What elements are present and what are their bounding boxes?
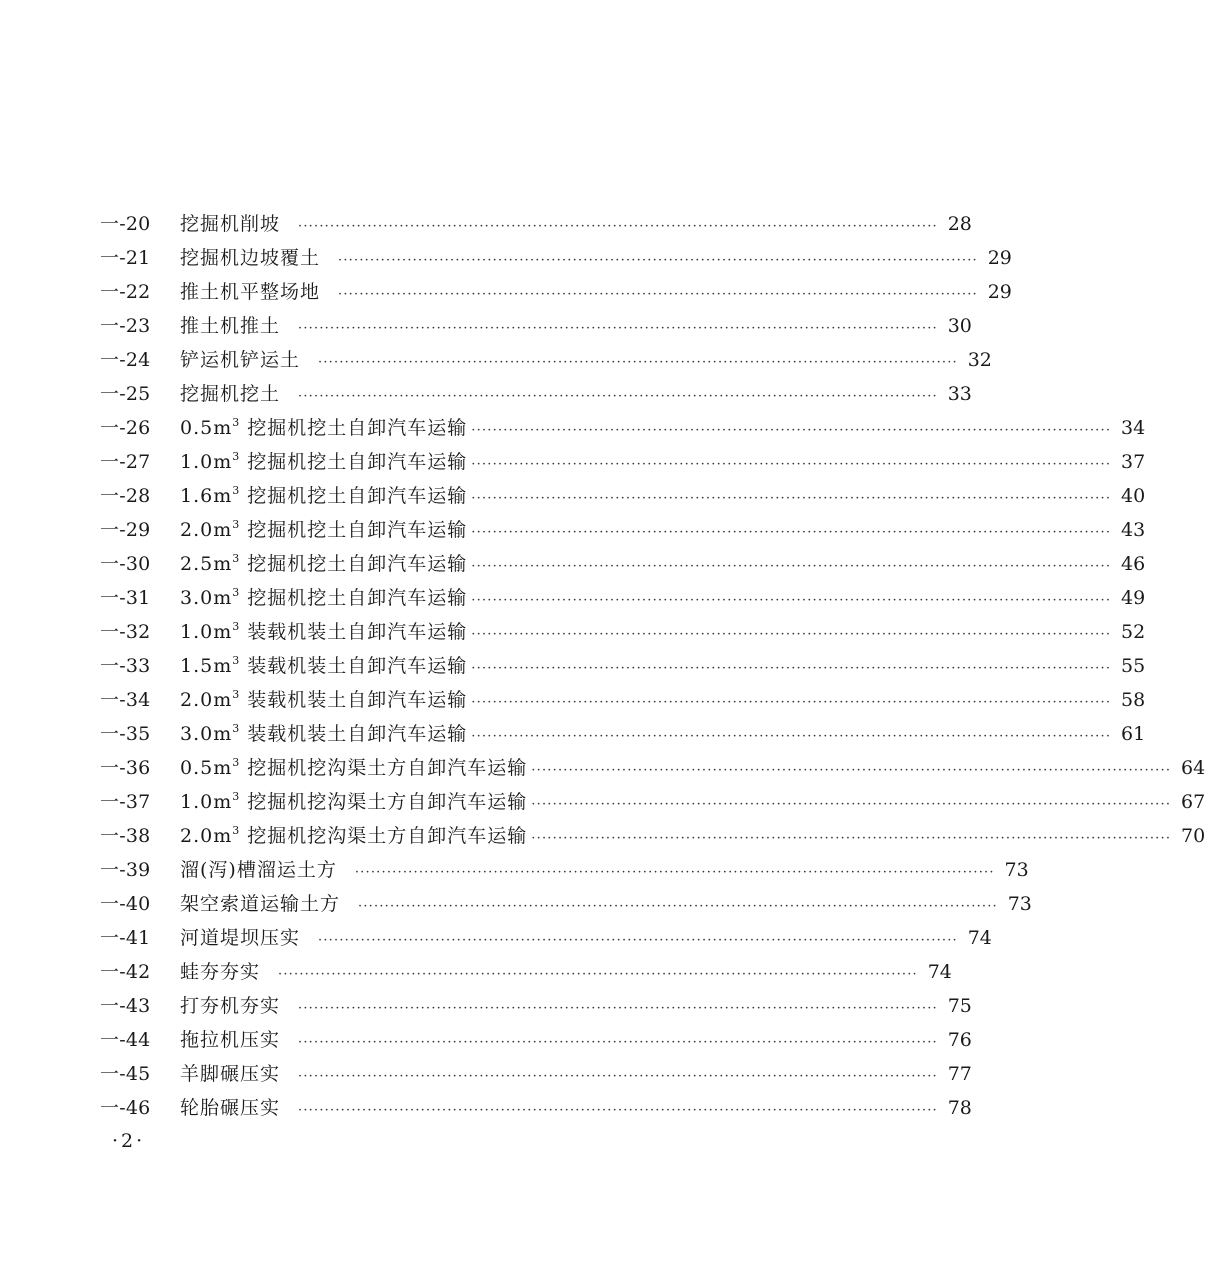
toc-entry[interactable] <box>100 207 972 241</box>
toc-entry-leader: ························································································································ <box>471 695 1112 710</box>
toc-entry-page: 43 <box>1120 519 1146 541</box>
toc-entry-number: 一-43 <box>100 995 151 1017</box>
toc-entry-leader: ························································································································ <box>531 763 1172 778</box>
toc-entry-page: 46 <box>1120 553 1146 575</box>
toc-entry-page: 74 <box>927 961 952 983</box>
toc-entry-number: 一-41 <box>100 927 151 949</box>
toc-entry-number: 一-25 <box>100 383 151 405</box>
toc-entry-title-text: 2.0m <box>180 519 233 541</box>
toc-entry[interactable] <box>100 921 992 955</box>
toc-entry-leader: ························································································································ <box>471 491 1112 506</box>
toc-entry-superscript: 3 <box>232 586 241 599</box>
toc-entry-page: 76 <box>947 1029 972 1051</box>
toc-entry-leader: ························································································································ <box>298 219 938 234</box>
toc-entry-number: 一-28 <box>100 485 151 507</box>
toc-entry-page: 61 <box>1120 723 1146 745</box>
toc-entry-number: 一-44 <box>100 1029 151 1051</box>
toc-entry-title-text: 2.5m <box>180 553 233 575</box>
toc-entry-title-text: 3.0m <box>180 723 233 745</box>
toc-entry-title <box>180 921 314 955</box>
table-of-contents <box>100 207 1205 1125</box>
toc-entry-title <box>180 955 274 989</box>
toc-entry-title-text: 2.0m <box>180 689 233 711</box>
toc-entry-number: 一-27 <box>100 451 151 473</box>
toc-entry-leader: ························································································································ <box>531 831 1172 846</box>
toc-entry-title <box>180 819 527 853</box>
toc-entry-leader: ························································································································ <box>298 321 938 336</box>
toc-entry[interactable] <box>100 717 1146 751</box>
toc-entry-title <box>180 207 294 241</box>
toc-entry-page: 77 <box>947 1063 972 1085</box>
toc-entry-title <box>180 1023 294 1057</box>
toc-entry-superscript: 3 <box>232 484 241 497</box>
toc-entry-number: 一-21 <box>100 247 151 269</box>
toc-entry-leader: ························································································································ <box>471 627 1112 642</box>
toc-entry-title <box>180 1091 294 1125</box>
toc-entry-number: 一-38 <box>100 825 151 847</box>
toc-entry[interactable] <box>100 615 1146 649</box>
toc-entry[interactable] <box>100 649 1146 683</box>
toc-entry-title-text: 挖掘机削坡 <box>180 213 281 235</box>
toc-entry-title-text: 轮胎碾压实 <box>180 1097 281 1119</box>
toc-entry-number: 一-34 <box>100 689 151 711</box>
toc-entry-page: 30 <box>947 315 972 337</box>
toc-entry-title-suffix: 挖掘机挖沟渠土方自卸汽车运输 <box>240 825 528 847</box>
toc-entry-title-text: 蛙夯夯实 <box>180 961 261 983</box>
toc-entry[interactable] <box>100 411 1146 445</box>
toc-entry[interactable] <box>100 547 1146 581</box>
toc-entry-title <box>180 479 467 513</box>
toc-entry[interactable] <box>100 887 1032 921</box>
toc-entry-title-suffix: 装载机装土自卸汽车运输 <box>240 723 468 745</box>
toc-entry-title <box>180 411 467 445</box>
toc-entry-page: 49 <box>1120 587 1146 609</box>
toc-entry-page: 52 <box>1120 621 1146 643</box>
toc-entry-superscript: 3 <box>232 518 241 531</box>
toc-entry-page: 40 <box>1120 485 1146 507</box>
toc-entry-page: 64 <box>1180 757 1205 779</box>
toc-entry-leader: ························································································································ <box>471 729 1112 744</box>
toc-entry-superscript: 3 <box>232 722 241 735</box>
toc-entry-title-text: 溜(泻)槽溜运土方 <box>180 859 337 881</box>
toc-entry[interactable] <box>100 751 1205 785</box>
toc-entry-title-suffix: 挖掘机挖土自卸汽车运输 <box>240 553 468 575</box>
toc-entry-superscript: 3 <box>232 790 241 803</box>
toc-entry-number: 一-45 <box>100 1063 151 1085</box>
toc-entry-title-text: 铲运机铲运土 <box>180 349 301 371</box>
toc-entry-title-suffix: 装载机装土自卸汽车运输 <box>240 621 468 643</box>
toc-entry-number: 一-46 <box>100 1097 151 1119</box>
toc-entry-leader: ························································································································ <box>471 661 1112 676</box>
toc-entry-title-text: 推土机推土 <box>180 315 281 337</box>
toc-entry-number: 一-37 <box>100 791 151 813</box>
toc-entry-leader: ························································································································ <box>358 899 998 914</box>
toc-entry-page: 33 <box>947 383 972 405</box>
toc-entry-leader: ························································································································ <box>471 593 1112 608</box>
toc-entry[interactable] <box>100 343 992 377</box>
toc-entry-title-text: 架空索道运输土方 <box>180 893 341 915</box>
toc-entry-page: 29 <box>987 247 1012 269</box>
toc-entry-leader: ························································································································ <box>298 389 938 404</box>
toc-entry-title <box>180 989 294 1023</box>
toc-entry-title <box>180 377 294 411</box>
toc-entry-page: 29 <box>987 281 1012 303</box>
toc-entry-leader: ························································································································ <box>298 1069 938 1084</box>
toc-entry-title <box>180 547 467 581</box>
toc-entry-number: 一-22 <box>100 281 151 303</box>
toc-entry-number: 一-36 <box>100 757 151 779</box>
toc-entry-title <box>180 683 467 717</box>
toc-entry-page: 58 <box>1120 689 1146 711</box>
toc-entry-page: 34 <box>1120 417 1146 439</box>
toc-entry-title <box>180 853 351 887</box>
toc-entry-page: 74 <box>967 927 992 949</box>
toc-entry-title <box>180 615 467 649</box>
toc-entry-leader: ························································································································ <box>471 457 1112 472</box>
toc-entry-number: 一-23 <box>100 315 151 337</box>
toc-entry-leader: ························································································································ <box>471 525 1112 540</box>
toc-entry[interactable] <box>100 445 1146 479</box>
toc-entry-leader: ························································································································ <box>338 287 978 302</box>
toc-entry-number: 一-29 <box>100 519 151 541</box>
toc-entry-leader: ························································································································ <box>318 933 958 948</box>
toc-entry-page: 70 <box>1180 825 1205 847</box>
toc-entry-number: 一-35 <box>100 723 151 745</box>
toc-entry-title-text: 1.0m <box>180 621 233 643</box>
toc-entry-title-suffix: 挖掘机挖沟渠土方自卸汽车运输 <box>240 757 528 779</box>
toc-entry[interactable] <box>100 241 1012 275</box>
toc-entry-leader: ························································································································ <box>471 559 1112 574</box>
toc-entry[interactable] <box>100 819 1205 853</box>
toc-entry[interactable] <box>100 1023 972 1057</box>
toc-entry-title-text: 0.5m <box>180 757 233 779</box>
toc-entry-leader: ························································································································ <box>298 1001 938 1016</box>
toc-entry-title <box>180 751 527 785</box>
toc-entry-title-suffix: 挖掘机挖土自卸汽车运输 <box>240 519 468 541</box>
toc-entry-title-suffix: 挖掘机挖土自卸汽车运输 <box>240 587 468 609</box>
toc-entry-title <box>180 343 314 377</box>
toc-entry-title-text: 打夯机夯实 <box>180 995 281 1017</box>
toc-entry-title-text: 挖掘机边坡覆土 <box>180 247 321 269</box>
toc-entry-page: 78 <box>947 1097 972 1119</box>
toc-entry-superscript: 3 <box>232 824 241 837</box>
toc-entry-number: 一-32 <box>100 621 151 643</box>
toc-entry-leader: ························································································································ <box>278 967 918 982</box>
toc-entry-title <box>180 717 467 751</box>
toc-entry-leader: ························································································································ <box>298 1035 938 1050</box>
toc-entry[interactable] <box>100 275 1012 309</box>
toc-entry-number: 一-30 <box>100 553 151 575</box>
toc-entry-title-text: 3.0m <box>180 587 233 609</box>
page-number: ·2· <box>112 1130 146 1152</box>
toc-entry-page: 73 <box>1004 859 1029 881</box>
toc-entry-title <box>180 241 334 275</box>
toc-entry-number: 一-33 <box>100 655 151 677</box>
toc-entry-superscript: 3 <box>232 552 241 565</box>
toc-entry-title <box>180 309 294 343</box>
toc-entry-superscript: 3 <box>232 620 241 633</box>
toc-entry-leader: ························································································································ <box>471 423 1112 438</box>
toc-entry-page: 75 <box>947 995 972 1017</box>
toc-entry-title-text: 1.5m <box>180 655 233 677</box>
toc-entry[interactable] <box>100 955 952 989</box>
toc-entry-title-suffix: 挖掘机挖沟渠土方自卸汽车运输 <box>240 791 528 813</box>
toc-entry-page: 37 <box>1120 451 1146 473</box>
toc-entry-number: 一-20 <box>100 213 151 235</box>
toc-entry-number: 一-40 <box>100 893 151 915</box>
toc-entry[interactable] <box>100 309 972 343</box>
toc-entry-leader: ························································································································ <box>531 797 1172 812</box>
toc-entry-title-suffix: 挖掘机挖土自卸汽车运输 <box>240 485 468 507</box>
toc-entry-page: 32 <box>967 349 992 371</box>
toc-entry-title <box>180 513 467 547</box>
toc-entry-number: 一-42 <box>100 961 151 983</box>
toc-entry-number: 一-26 <box>100 417 151 439</box>
toc-entry-title-text: 挖掘机挖土 <box>180 383 281 405</box>
toc-entry-title-suffix: 装载机装土自卸汽车运输 <box>240 655 468 677</box>
toc-entry-page: 28 <box>947 213 972 235</box>
toc-entry-superscript: 3 <box>232 450 241 463</box>
toc-entry[interactable] <box>100 785 1205 819</box>
toc-entry[interactable] <box>100 581 1146 615</box>
toc-entry[interactable] <box>100 989 972 1023</box>
toc-entry-number: 一-24 <box>100 349 151 371</box>
toc-entry-leader: ························································································································ <box>318 355 958 370</box>
toc-entry-page: 73 <box>1007 893 1032 915</box>
toc-entry-title-text: 1.0m <box>180 451 233 473</box>
toc-entry-title-text: 羊脚碾压实 <box>180 1063 281 1085</box>
toc-entry-title <box>180 785 527 819</box>
toc-entry[interactable] <box>100 1091 972 1125</box>
toc-entry-number: 一-39 <box>100 859 151 881</box>
toc-entry-title <box>180 887 354 921</box>
toc-entry-title <box>180 581 467 615</box>
toc-entry[interactable] <box>100 683 1146 717</box>
toc-entry-page: 67 <box>1180 791 1205 813</box>
toc-entry-title-text: 2.0m <box>180 825 233 847</box>
toc-entry-title-suffix: 装载机装土自卸汽车运输 <box>240 689 468 711</box>
toc-entry[interactable] <box>100 853 1029 887</box>
toc-entry-title-text: 1.0m <box>180 791 233 813</box>
toc-entry-superscript: 3 <box>232 756 241 769</box>
toc-entry-title-text: 1.6m <box>180 485 233 507</box>
toc-entry-title-text: 推土机平整场地 <box>180 281 321 303</box>
toc-entry[interactable] <box>100 479 1146 513</box>
toc-entry-title-text: 拖拉机压实 <box>180 1029 281 1051</box>
toc-entry-leader: ························································································································ <box>338 253 978 268</box>
toc-entry-title <box>180 445 467 479</box>
toc-entry-superscript: 3 <box>232 416 241 429</box>
toc-entry[interactable] <box>100 377 972 411</box>
toc-entry-superscript: 3 <box>232 688 241 701</box>
toc-entry-title <box>180 649 467 683</box>
toc-entry-title <box>180 1057 294 1091</box>
toc-entry[interactable] <box>100 513 1146 547</box>
toc-entry-title-suffix: 挖掘机挖土自卸汽车运输 <box>240 451 468 473</box>
toc-entry-number: 一-31 <box>100 587 151 609</box>
toc-entry-title-text: 河道堤坝压实 <box>180 927 301 949</box>
toc-entry-title <box>180 275 334 309</box>
toc-entry-title-text: 0.5m <box>180 417 233 439</box>
toc-entry[interactable] <box>100 1057 972 1091</box>
toc-entry-leader: ························································································································ <box>298 1103 938 1118</box>
toc-entry-page: 55 <box>1120 655 1146 677</box>
toc-entry-title-suffix: 挖掘机挖土自卸汽车运输 <box>240 417 468 439</box>
toc-entry-leader: ························································································································ <box>354 865 995 880</box>
toc-entry-superscript: 3 <box>232 654 241 667</box>
